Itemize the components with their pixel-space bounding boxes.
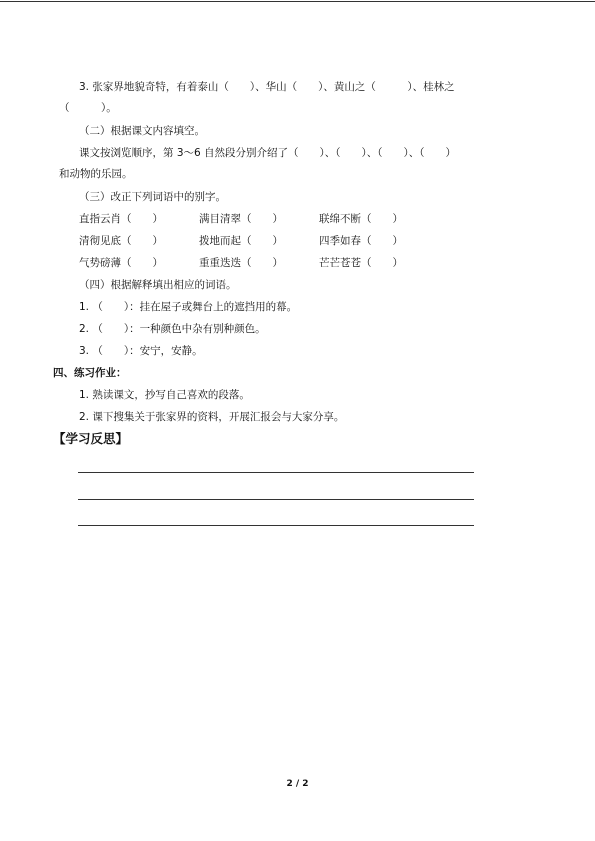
part-4-heading: 四、练习作业： <box>53 367 127 379</box>
definition-item: 3. （ ）：安宁，安静。 <box>79 345 203 357</box>
homework-item: 1. 熟读课文，抄写自己喜欢的段落。 <box>79 389 250 401</box>
section-4-title: （四）根据解释填出相应的词语。 <box>79 279 237 291</box>
correction-item: 拨地而起（ ） <box>199 235 283 247</box>
correction-item: 四季如春（ ） <box>319 235 403 247</box>
definition-item: 2. （ ）：一种颜色中杂有别种颜色。 <box>79 323 266 335</box>
reflection-answer-line <box>78 499 474 500</box>
reflection-heading: 【学习反思】 <box>53 431 129 446</box>
correction-item: 直指云肖（ ） <box>79 213 163 225</box>
definition-item: 1. （ ）：挂在屋子或舞台上的遮挡用的幕。 <box>79 301 298 313</box>
page-number: 2 / 2 <box>286 779 309 789</box>
section-3-title: （三）改正下列词语中的别字。 <box>79 191 226 203</box>
section-2-line-2: 和动物的乐园。 <box>59 168 133 180</box>
section-2-line-1: 课文按浏览顺序，第 3～6 自然段分别介绍了（ ）、（ ）、（ ）、（ ） <box>79 147 457 159</box>
correction-item: 满目清翠（ ） <box>199 213 283 225</box>
section-2-title: （二）根据课文内容填空。 <box>79 125 205 137</box>
question-3-line-1: 3. 张家界地貌奇特，有着泰山（ ）、华山（ ）、黄山之（ ）、桂林之 <box>79 81 455 93</box>
correction-item: 联绵不断（ ） <box>319 213 403 225</box>
correction-item: 气势磅薄（ ） <box>79 257 163 269</box>
correction-item: 清彻见底（ ） <box>79 235 163 247</box>
question-3-line-2: （ ）。 <box>59 102 117 114</box>
correction-item: 芒芒苍苍（ ） <box>319 257 403 269</box>
correction-item: 重重迭迭（ ） <box>199 257 283 269</box>
homework-item: 2. 课下搜集关于张家界的资料，开展汇报会与大家分享。 <box>79 411 345 423</box>
header-rule <box>0 1 595 2</box>
reflection-answer-line <box>78 472 474 473</box>
reflection-answer-line <box>78 525 474 526</box>
